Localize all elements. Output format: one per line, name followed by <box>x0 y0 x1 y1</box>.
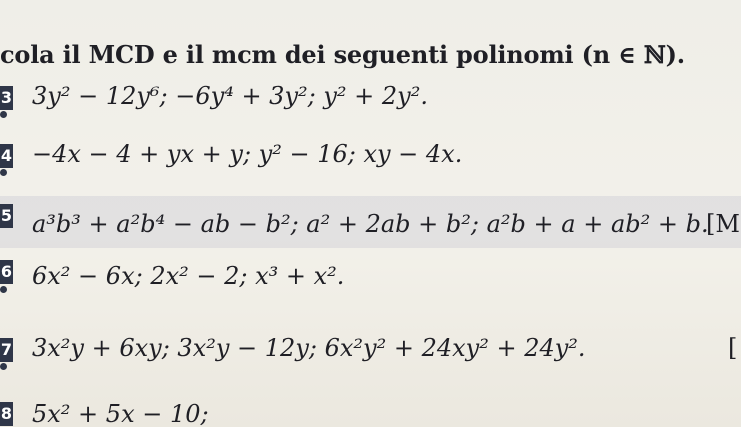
exercise-number: 4 <box>0 144 13 168</box>
exercise-row <box>0 394 741 427</box>
exercise-instruction: cola il MCD e il mcm dei seguenti polinomi (n ∈ ℕ). <box>0 40 685 69</box>
exercise-number: 7 <box>0 338 13 362</box>
exercise-expression: 5x² + 5x − 10; <box>32 400 209 427</box>
exercise-expression: a³b³ + a²b⁴ − ab − b²; a² + 2ab + b²; a²b + a + ab² + b. <box>32 210 709 238</box>
exercise-row <box>0 250 741 296</box>
difficulty-dot <box>0 169 7 176</box>
exercise-expression: 6x² − 6x; 2x² − 2; x³ + x². <box>32 262 345 290</box>
exercise-number: 5 <box>0 204 13 228</box>
difficulty-dot <box>0 363 7 370</box>
exercise-expression: 3y² − 12y⁶; −6y⁴ + 3y²; y² + 2y². <box>32 82 428 110</box>
exercise-expression: −4x − 4 + yx + y; y² − 16; xy − 4x. <box>32 140 463 168</box>
exercise-expression: 3x²y + 6xy; 3x²y − 12y; 6x²y² + 24xy² + 24y². <box>32 334 586 362</box>
exercise-row <box>0 330 741 376</box>
reference-bracket: [ <box>728 334 738 362</box>
exercise-number: 3 <box>0 86 13 110</box>
reference-bracket: [M <box>706 210 740 238</box>
exercise-row <box>0 196 741 248</box>
exercise-number: 6 <box>0 260 13 284</box>
exercise-row <box>0 136 741 182</box>
difficulty-dot <box>0 286 7 293</box>
difficulty-dot <box>0 111 7 118</box>
exercise-row <box>0 78 741 124</box>
exercise-number: 8 <box>0 402 13 426</box>
